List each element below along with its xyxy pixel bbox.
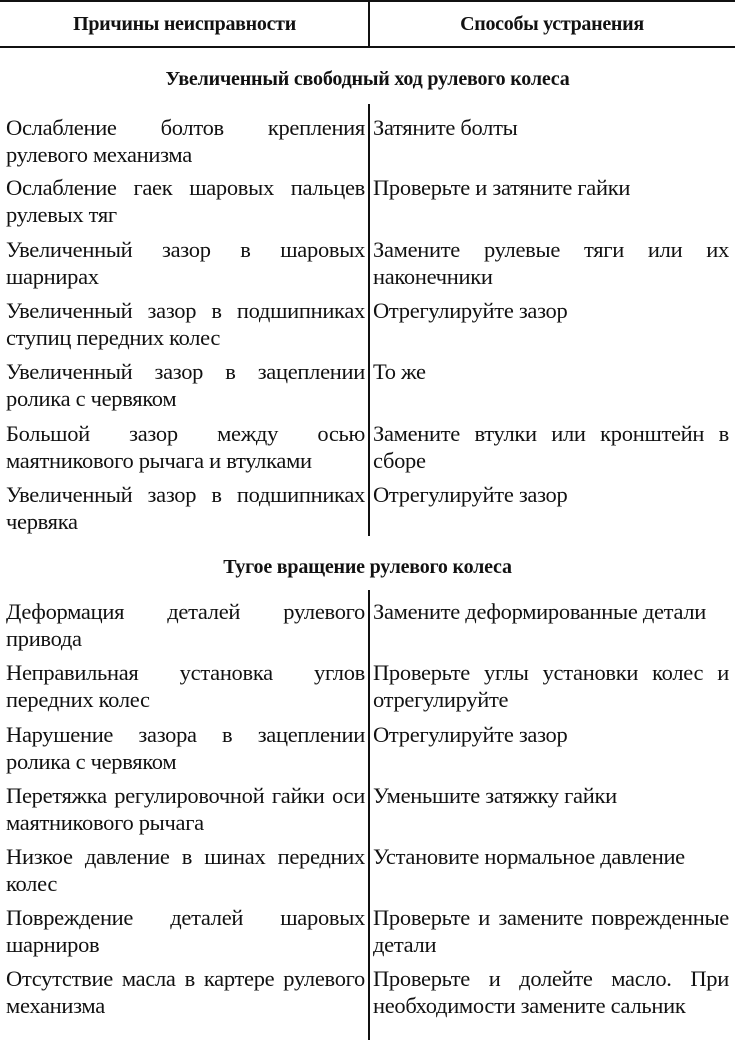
remedy-cell: Проверьте и затяните гайки: [372, 175, 631, 200]
remedy-cell: Проверьте углы установки колес и отрегулируйте: [372, 660, 729, 712]
remedy-cell: Проверьте и долейте масло. При необходимости замените сальник: [372, 966, 729, 1018]
cause-cell: Увеличенный зазор в шаровых шарнирах: [6, 237, 365, 289]
table-row: [0, 598, 735, 652]
column-divider: [368, 0, 370, 48]
cause-cell: Нарушение зазора в зацеплении ролика с червяком: [6, 722, 365, 774]
cause-cell: Отсутствие масла в картере рулевого механизма: [6, 966, 365, 1018]
section-title: Увеличенный свободный ход рулевого колеса: [165, 68, 570, 90]
remedy-cell: Проверьте и замените поврежденные детали: [372, 905, 729, 957]
table-row: [0, 174, 735, 228]
header-remedies: Способы устранения: [460, 12, 644, 35]
table-row: [0, 659, 735, 713]
cause-cell: Неправильная установка углов передних колес: [6, 660, 365, 712]
table-row: [0, 782, 735, 836]
table-row: [0, 965, 735, 1019]
cause-cell: Деформация деталей рулевого привода: [6, 599, 365, 651]
remedy-cell: То же: [372, 359, 426, 384]
remedy-cell: Уменьшите затяжку гайки: [372, 783, 617, 808]
cause-cell: Увеличенный зазор в подшипниках червяка: [6, 482, 365, 534]
table-row: [0, 481, 735, 535]
remedy-cell: Замените рулевые тяги или их наконечники: [372, 237, 729, 289]
cause-cell: Ослабление гаек шаровых пальцев рулевых тяг: [6, 175, 365, 227]
cause-cell: Увеличенный зазор в подшипниках ступиц передних колес: [6, 298, 365, 350]
table-row: [0, 904, 735, 958]
remedy-cell: Замените деформированные детали: [372, 599, 707, 624]
remedy-cell: Отрегулируйте зазор: [372, 298, 568, 323]
header-causes: Причины неисправности: [73, 12, 296, 35]
table-row: [0, 236, 735, 290]
table-row: [0, 297, 735, 351]
remedy-cell: Отрегулируйте зазор: [372, 482, 568, 507]
table-row: [0, 114, 735, 168]
cause-cell: Большой зазор между осью маятникового рычага и втулками: [6, 421, 365, 473]
cause-cell: Повреждение деталей шаровых шарниров: [6, 905, 365, 957]
cause-cell: Увеличенный зазор в зацеплении ролика с червяком: [6, 359, 365, 411]
remedy-cell: Замените втулки или кронштейн в сборе: [372, 421, 729, 473]
table-row: [0, 358, 735, 412]
table-row: [0, 420, 735, 474]
table-row: [0, 721, 735, 775]
section-title: Тугое вращение рулевого колеса: [223, 556, 512, 578]
cause-cell: Ослабление болтов крепления рулевого механизма: [6, 115, 365, 167]
remedy-cell: Отрегулируйте зазор: [372, 722, 568, 747]
remedy-cell: Затяните болты: [372, 115, 518, 140]
remedy-cell: Установите нормальное давление: [372, 844, 685, 869]
table-row: [0, 843, 735, 897]
cause-cell: Низкое давление в шинах передних колес: [6, 844, 365, 896]
cause-cell: Перетяжка регулировочной гайки оси маятникового рычага: [6, 783, 365, 835]
